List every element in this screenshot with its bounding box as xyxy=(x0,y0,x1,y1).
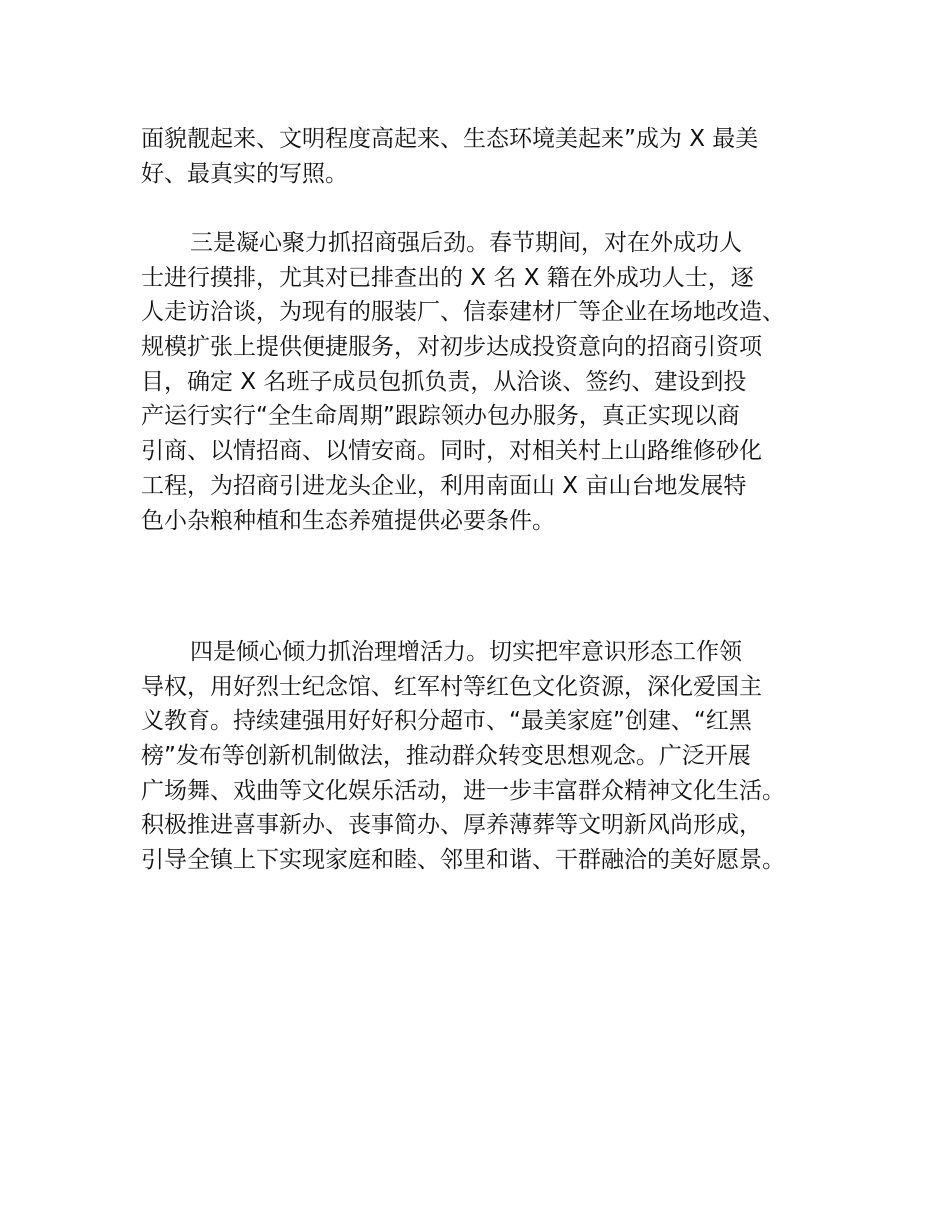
paragraph-line: 人走访洽谈，为现有的服装厂、信泰建材厂等企业在场地改造、 xyxy=(141,299,785,326)
paragraph-line: 规模扩张上提供便捷服务，对初步达成投资意向的招商引资项 xyxy=(141,334,762,361)
paragraph-line: 引导全镇上下实现家庭和睦、邻里和谐、干群融洽的美好愿景。 xyxy=(141,847,785,874)
paragraph-first-line: 三是凝心聚力抓招商强后劲。春节期间，对在外成功人 xyxy=(190,230,742,256)
paragraph-line: 好、最真实的写照。 xyxy=(141,160,348,187)
paragraph-line: 士进行摸排，尤其对已排查出的 X 名 X 籍在外成功人士，逐 xyxy=(141,264,754,291)
paragraph-governance xyxy=(141,635,841,878)
paragraph-line: 积极推进喜事新办、丧事简办、厚养薄葬等文明新风尚形成， xyxy=(141,812,762,839)
paragraph-line: 目，确定 X 名班子成员包抓负责，从洽谈、签约、建设到投 xyxy=(141,368,747,395)
paragraph-line: 面貌靓起来、文明程度高起来、生态环境美起来”成为 X 最美 xyxy=(141,126,759,152)
paragraph-line: 榜”发布等创新机制做法，推动群众转变思想观念。广泛开展 xyxy=(141,743,751,770)
paragraph-continuation xyxy=(141,122,841,191)
paragraph-line: 色小杂粮种植和生态养殖提供必要条件。 xyxy=(141,507,555,534)
paragraph-line: 引商、以情招商、以情安商。同时，对相关村上山路维修砂化 xyxy=(141,438,762,465)
paragraph-investment xyxy=(141,226,841,538)
paragraph-line: 产运行实行“全生命周期”跟踪领办包办服务，真正实现以商 xyxy=(141,403,740,430)
paragraph-line: 工程，为招商引进龙头企业，利用南面山 X 亩山台地发展特 xyxy=(141,472,747,499)
paragraph-line: 广场舞、戏曲等文化娱乐活动，进一步丰富群众精神文化生活。 xyxy=(141,777,785,804)
paragraph-line: 义教育。持续建强用好好积分超市、“最美家庭”创建、“红黑 xyxy=(141,708,752,735)
paragraph-first-line: 四是倾心倾力抓治理增活力。切实把牢意识形态工作领 xyxy=(190,639,742,665)
paragraph-line: 导权，用好烈士纪念馆、红军村等红色文化资源，深化爱国主 xyxy=(141,673,762,700)
